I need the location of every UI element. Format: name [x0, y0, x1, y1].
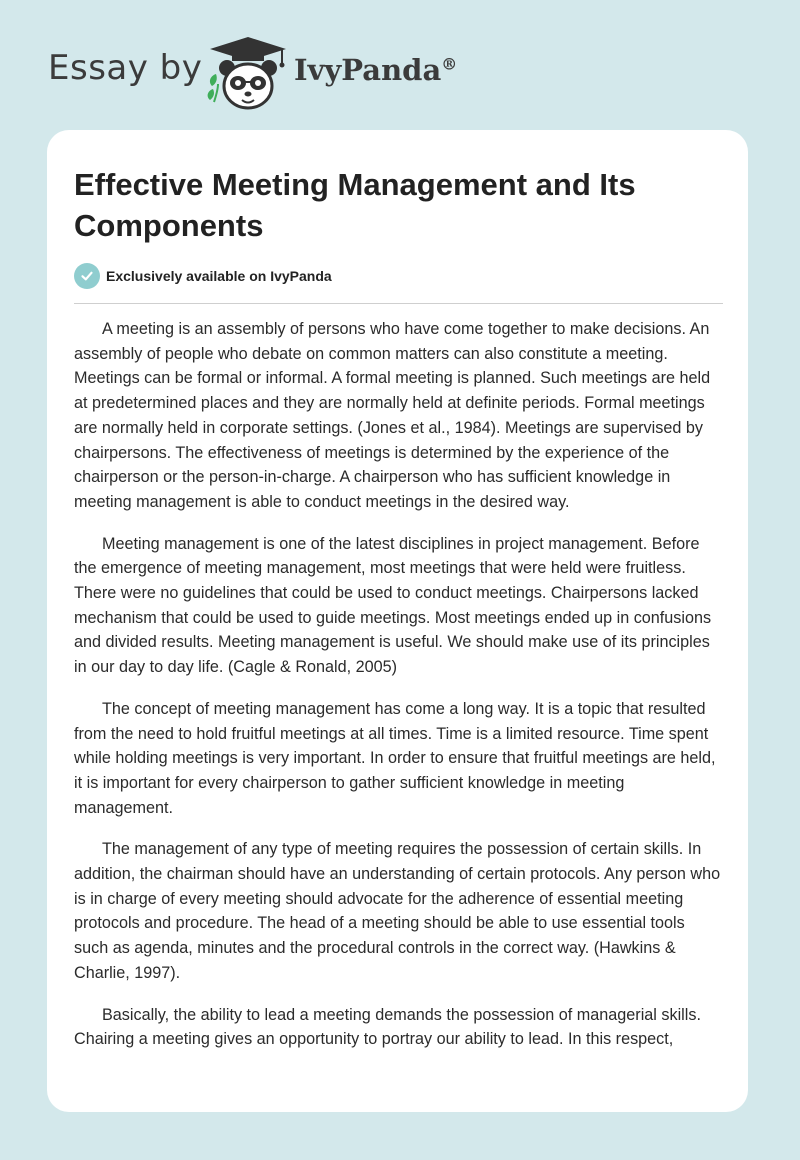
check-icon — [74, 263, 100, 289]
brand-name-text: IvyPanda — [294, 53, 442, 87]
paragraph: The management of any type of meeting requires the possession of certain skills. In addition, the chairman should have an understanding of certain protocols. Any person who is in charge of every meeting should advocate for the adherence of essential meeting protocols and procedure. The head of a meeting should be able to use essential tools such as agenda, minutes and the procedural controls in the correct way. (Hawkins & Charlie, 1997). — [74, 840, 721, 982]
essay-card — [47, 130, 748, 1112]
brand-name[interactable] — [294, 53, 457, 87]
availability-badge — [74, 263, 332, 289]
divider — [74, 303, 723, 304]
paragraph: Meeting management is one of the latest disciplines in project management. Before the emergence of meeting management, most meetings that were held were fruitless. There were no guidelines that could be used to conduct meetings. Chairpersons lacked mechanism that could be used to guide meetings. Most meetings ended up in confusions and divided results. Meeting management is useful. We should make use of its principles in our day to day life. (Cagle & Ronald, 2005) — [74, 534, 712, 677]
essay-body — [74, 317, 722, 1069]
site-header — [48, 34, 508, 114]
availability-text: Exclusively available on IvyPanda — [106, 268, 332, 284]
paragraph: The concept of meeting management has come a long way. It is a topic that resulted from the need to hold fruitful meetings at all times. Time is a limited resource. Time spent while holding meetings is very important. In order to ensure that fruitful meetings are held, it is important for every chairperson to gather sufficient knowledge in meeting management. — [74, 699, 716, 817]
paragraph: A meeting is an assembly of persons who have come together to make decisions. An assembly of people who debate on common matters can also constitute a meeting. Meetings can be formal or informal. A formal meeting is planned. Such meetings are held at predetermined places and they are normally held at definite periods. Formal meetings are normally held in corporate settings. (Jones et al., 1984). Meetings are supervised by chairpersons. The effectiveness of meetings is determined by the experience of the chairperson or the person-in-charge. A chairperson who has sufficient knowledge in meeting management is able to conduct meetings in the desired way. — [74, 320, 711, 511]
panda-logo-icon[interactable] — [200, 34, 290, 114]
paragraph: Basically, the ability to lead a meeting demands the possession of managerial skills. Chairing a meeting gives an opportunity to portray our ability to lead. In this respect, — [74, 1005, 701, 1049]
essay-title: Effective Meeting Management and Its Components — [74, 167, 636, 243]
registered-mark: ® — [441, 54, 458, 74]
panda-logo-graphic — [200, 34, 290, 114]
brand-prefix: Essay by — [48, 48, 203, 88]
